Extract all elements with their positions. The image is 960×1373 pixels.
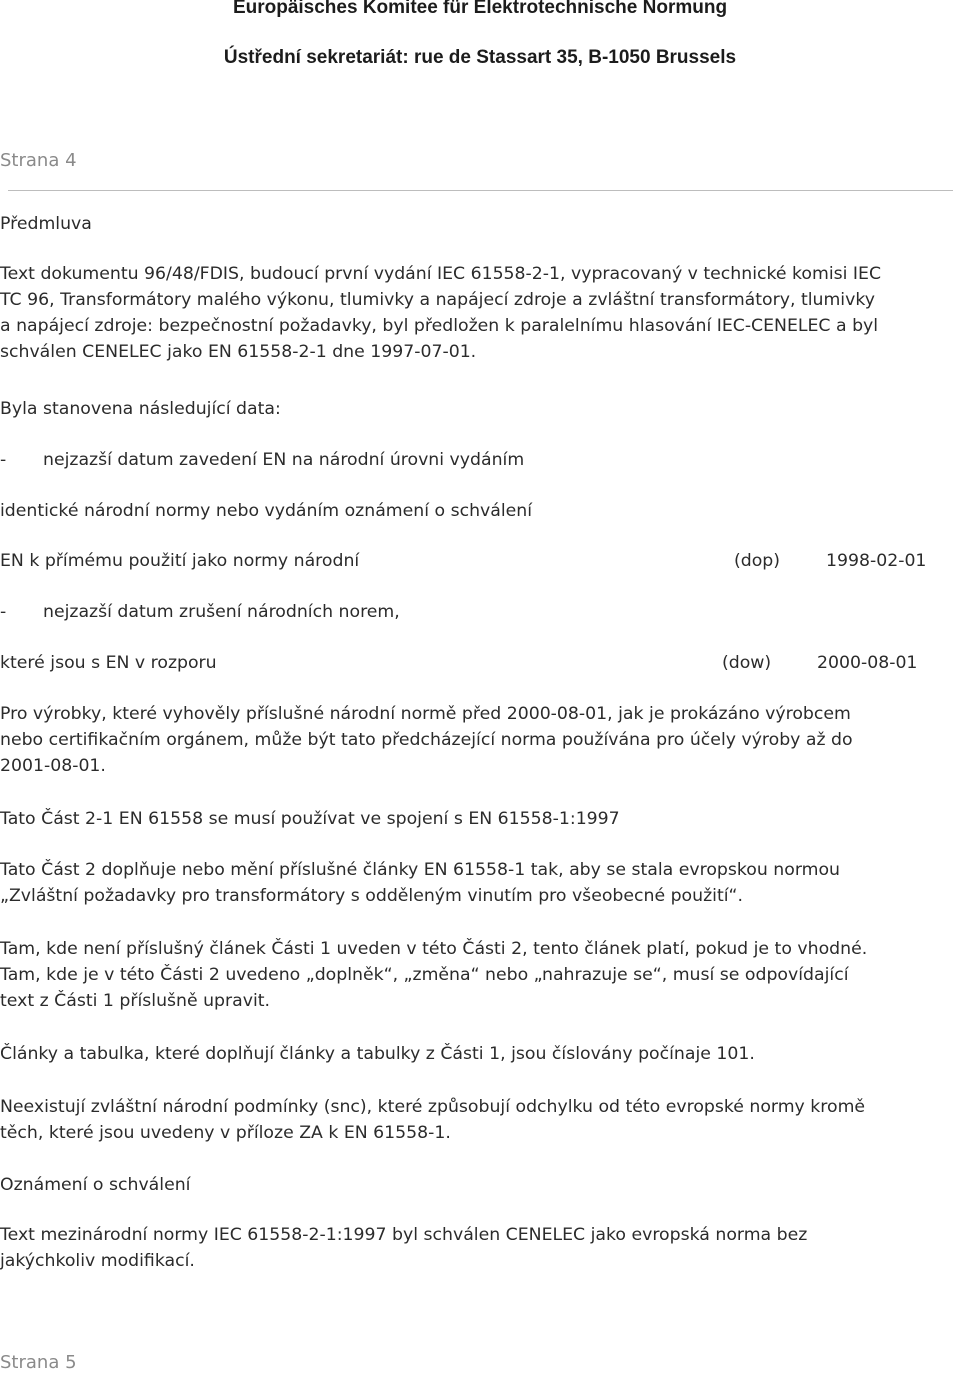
foreword-intro-paragraph [0, 261, 952, 365]
snc-line: těch, které jsou uvedeny v příloze ZA k EN 61558-1. [0, 1123, 451, 1143]
part-usage-paragraph: Tato Část 2-1 EN 61558 se musí používat ve spojení s EN 61558-1:1997 [0, 809, 620, 829]
clauses-line: Tam, kde je v této Části 2 uvedeno „doplněk“, „změna“ nebo „nahrazuje se“, musí se odpovídající [0, 965, 849, 985]
dop-date: 1998-02-01 [826, 551, 927, 571]
part-supplements-paragraph [0, 857, 952, 909]
clauses-paragraph [0, 936, 952, 1014]
endorsement-line: jakýchkoliv modifikací. [0, 1251, 195, 1271]
supplements-line: „Zvláštní požadavky pro transformátory s odděleným vinutím pro všeobecné použití“. [0, 886, 743, 906]
intro-line: TC 96, Transformátory malého výkonu, tlumivky a napájecí zdroje a zvláštní transformátory, tlumivky [0, 290, 875, 310]
products-line: nebo certifikačním orgánem, může být tato předcházející norma používána pro účely výroby až do [0, 730, 853, 750]
dow-text-line1: nejzazší datum zrušení národních norem, [43, 602, 400, 622]
snc-line: Neexistují zvláštní národní podmínky (snc), které způsobují odchylku od této evropské normy kromě [0, 1097, 866, 1117]
endorsement-title: Oznámení o schválení [0, 1175, 191, 1195]
supplements-line: Tato Část 2 doplňuje nebo mění příslušné články EN 61558-1 tak, aby se stala evropskou normou [0, 860, 840, 880]
clauses-line: Tam, kde není příslušný článek Části 1 uveden v této Části 2, tento článek platí, pokud je to vhodné. [0, 939, 868, 959]
list-dash: - [0, 450, 7, 470]
page-number-bottom: Strana 5 [0, 1352, 77, 1373]
intro-line: Text dokumentu 96/48/FDIS, budoucí první vydání IEC 61558-2-1, vypracovaný v technické komisi IEC [0, 264, 882, 284]
products-line: 2001-08-01. [0, 756, 106, 776]
dop-abbreviation: (dop) [734, 551, 780, 571]
dow-text-line2: které jsou s EN v rozporu [0, 653, 217, 673]
dop-text-line2: identické národní normy nebo vydáním oznámení o schválení [0, 501, 533, 521]
dop-text-line1: nejzazší datum zavedení EN na národní úrovni vydáním [43, 450, 525, 470]
endorsement-line: Text mezinárodní normy IEC 61558-2-1:1997 byl schválen CENELEC jako evropská norma bez [0, 1225, 808, 1245]
endorsement-paragraph [0, 1222, 952, 1274]
page-divider [8, 190, 953, 191]
snc-paragraph [0, 1094, 952, 1146]
products-line: Pro výrobky, které vyhověly příslušné národní normě před 2000-08-01, jak je prokázáno výrobcem [0, 704, 851, 724]
dates-intro: Byla stanovena následující data: [0, 399, 281, 419]
numbering-paragraph: Články a tabulka, které doplňují články a tabulky z Části 1, jsou číslovány počínaje 101. [0, 1044, 755, 1064]
list-dash: - [0, 602, 7, 622]
intro-line: a napájecí zdroje: bezpečnostní požadavky, byl předložen k paralelnímu hlasování IEC-CENELEC a byl [0, 316, 879, 336]
foreword-title: Předmluva [0, 214, 92, 234]
clauses-line: text z Části 1 příslušně upravit. [0, 991, 271, 1011]
org-name-heading: Europäisches Komitee für Elektrotechnische Normung [232, 0, 728, 18]
intro-line: schválen CENELEC jako EN 61558-2-1 dne 1997-07-01. [0, 342, 477, 362]
dow-abbreviation: (dow) [722, 653, 772, 673]
dow-date: 2000-08-01 [817, 653, 918, 673]
dop-text-line3: EN k přímému použití jako normy národní [0, 551, 360, 571]
products-paragraph [0, 701, 952, 779]
secretariat-address: Ústřední sekretariát: rue de Stassart 35, B-1050 Brussels [223, 47, 737, 68]
page-number-top: Strana 4 [0, 150, 77, 171]
